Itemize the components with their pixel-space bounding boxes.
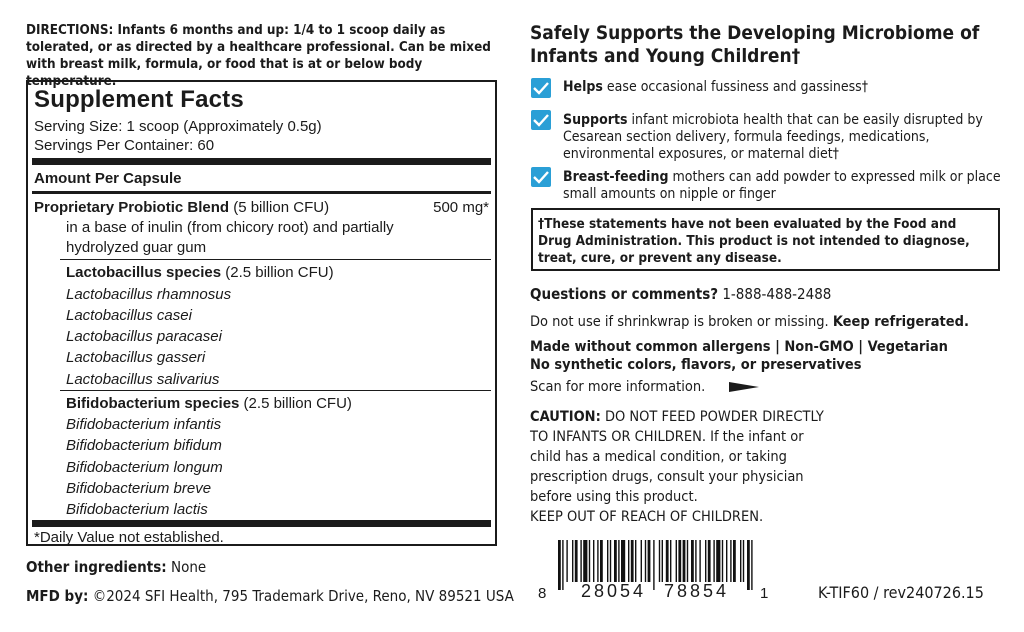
benefit-bold: Supports [563,112,628,128]
barcode-bar [566,540,567,582]
barcode-bar [614,540,617,582]
other-ingredients-value: None [166,558,207,576]
caution-line: prescription drugs, consult your physician [530,469,804,485]
barcode-bar [607,540,608,582]
blend-base-line-2: hydrolyzed guar gum [66,239,207,256]
lacto-strain: Lactobacillus casei [66,307,192,324]
caution-line: KEEP OUT OF REACH OF CHILDREN. [530,509,764,525]
caution-line: DO NOT FEED POWDER DIRECTLY [600,409,824,425]
benefit-item [563,112,1003,163]
lacto-strain: Lactobacillus paracasei [66,328,222,345]
thick-divider [32,158,491,165]
barcode-bar [726,540,727,582]
storage-bold: Keep refrigerated. [832,314,969,330]
caution-line: before using this product. [530,489,698,505]
barcode-bar [621,540,625,582]
barcode-bar [699,540,700,582]
medium-divider [32,191,491,194]
barcode-bar [653,540,654,590]
barcode-bar [583,540,587,582]
checkmark-icon [531,167,551,187]
barcode-bar [631,540,634,582]
storage-line [530,313,969,331]
barcode-digit-left: 8 [538,585,547,602]
checkmark-icon [531,110,551,130]
caution-label: CAUTION: [530,409,601,425]
barcode-bar [641,540,642,582]
caution-line: child has a medical condition, or taking [530,449,787,465]
barcode-bar [600,540,603,582]
manufacturer-line [26,587,514,605]
barcode-bar [558,540,561,590]
barcode-bar [722,540,723,582]
barcode-bar [572,540,573,582]
supplement-facts-title: Supplement Facts [34,86,244,113]
blend-amount: 500 mg* [433,199,489,216]
barcode-bar [713,540,714,582]
barcode-bar [695,540,696,582]
thin-divider [60,259,491,260]
bifido-strain: Bifidobacterium breve [66,480,212,497]
questions-line [530,285,831,303]
barcode-bar [562,540,563,590]
bifidobacterium-row [66,394,352,413]
benefit-bold: Breast-feeding [563,169,669,185]
product-code: K-TIF60 / rev240726.15 [818,583,984,602]
barcode-bar [716,540,720,582]
benefit-text: infant microbiota health that can be easily disrupted by Cesarean section delivery, formula feedings, medications, environmental exposures, or maternal diet† [563,112,983,162]
caution-text [530,407,824,527]
barcode-bar [678,540,681,582]
barcode-bar [670,540,671,582]
barcode-bar [751,540,752,590]
storage-text: Do not use if shrinkwrap is broken or missing. [530,314,833,330]
bifido-strain: Bifidobacterium longum [66,459,223,476]
barcode-bar [740,540,741,582]
barcode-group-2: 78854 [664,581,730,601]
benefit-text: ease occasional fussiness and gassiness† [602,79,869,95]
barcode-bar [645,540,646,582]
bifidobacterium-name: Bifidobacterium species [66,395,240,412]
directions-label: DIRECTIONS: [26,23,114,38]
barcode-bar [659,540,660,582]
barcode-bar [733,540,736,582]
barcode-bar [575,540,578,582]
barcode-bar [597,540,598,582]
scan-text: Scan for more information. [530,379,706,395]
headline: Safely Supports the Developing Microbiome of Infants and Young Children† [530,22,980,67]
questions-label: Questions or comments? [530,285,719,303]
barcode-digit-right: 1 [760,585,769,602]
barcode-bar [747,540,750,590]
servings-per-container: Servings Per Container: 60 [34,137,215,154]
benefit-text: mothers can add powder to expressed milk or place small amounts on nipple or finger [563,169,1001,202]
barcode-bar [628,540,629,582]
barcode-group-1: 28054 [581,581,647,601]
barcode-bar [708,540,711,582]
caution-line: TO INFANTS OR CHILDREN. If the infant or [530,429,804,445]
other-ingredients-label: Other ingredients: [26,558,167,576]
bifido-strain: Bifidobacterium bifidum [66,437,222,454]
directions-body: Infants 6 months and up: 1/4 to 1 scoop daily as tolerated, or as directed by a healthcare professional. Can be mixed with breast milk, formula, or food that is at or below body temperature. [26,23,491,89]
barcode-bar [705,540,706,582]
barcode-bar [589,540,590,582]
blend-base-line-1: in a base of inulin (from chicory root) and partially [66,219,394,236]
mfd-value: ©2024 SFI Health, 795 Trademark Drive, Reno, NV 89521 USA [88,587,514,605]
fda-disclaimer-box [531,208,1000,271]
checkmark-icon [531,78,551,98]
other-ingredients [26,558,206,576]
mfd-label: MFD by: [26,587,89,605]
fda-disclaimer: †These statements have not been evaluated by the Food and Drug Administration. This product is not intended to diagnose, treat, cure, or prevent any disease. [538,216,970,266]
blend-cfu: (5 billion CFU) [229,199,330,216]
barcode-bar [618,540,619,582]
barcode-bar [743,540,744,582]
bifido-strain: Bifidobacterium lactis [66,501,208,518]
bifido-strain: Bifidobacterium infantis [66,416,222,433]
barcode-bar [593,540,594,582]
benefit-item [563,169,1003,203]
arrow-right-icon [729,382,759,392]
allergen-claims: Made without common allergens | Non-GMO | Vegetarian [530,339,948,355]
barcode-bar [730,540,731,582]
supplement-facts-panel [26,80,497,546]
lactobacillus-name: Lactobacillus species [66,264,222,281]
blend-name: Proprietary Probiotic Blend [34,199,230,216]
barcode-bar [666,540,669,582]
benefit-item [563,79,1003,96]
lactobacillus-row [66,263,334,282]
synthetic-claims: No synthetic colors, flavors, or preservatives [530,357,862,373]
lacto-strain: Lactobacillus salivarius [66,371,220,388]
barcode-bar [662,540,663,582]
bifidobacterium-cfu: (2.5 billion CFU) [239,395,352,412]
benefit-bold: Helps [563,79,603,95]
lacto-strain: Lactobacillus gasseri [66,349,206,366]
barcode-bar [691,540,694,582]
barcode-bar [683,540,686,582]
amount-header: Amount Per Capsule [34,170,182,187]
blend-row [34,198,329,217]
barcode-bar [676,540,677,582]
barcode-bar [648,540,651,582]
daily-value-footnote: *Daily Value not established. [34,529,224,546]
barcode-bar [687,540,688,582]
phone-number: 1-888-488-2488 [718,285,832,303]
lacto-strain: Lactobacillus rhamnosus [66,286,232,303]
serving-size: Serving Size: 1 scoop (Approximately 0.5g) [34,118,322,135]
barcode-bar [610,540,611,582]
lactobacillus-cfu: (2.5 billion CFU) [221,264,334,281]
barcode-bar [635,540,636,582]
thin-divider [60,390,491,391]
thick-divider [32,520,491,527]
barcode-bar [580,540,581,582]
